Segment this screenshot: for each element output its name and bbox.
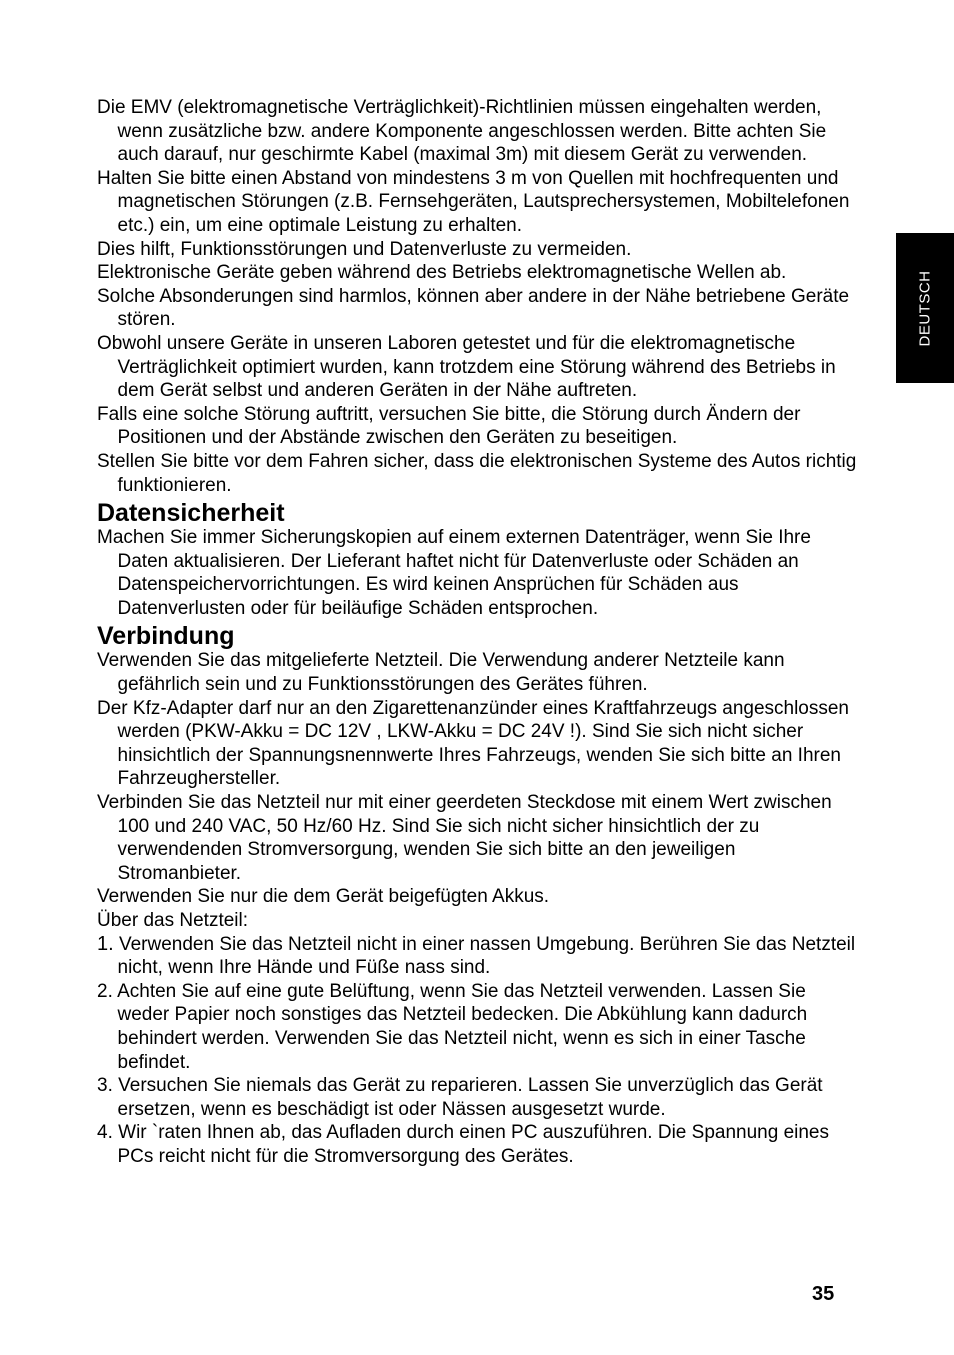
paragraph-funktionsstoerungen: Dies hilft, Funktionsstörungen und Datenverluste zu vermeiden. [97,238,632,260]
paragraph-fahren: Stellen Sie bitte vor dem Fahren sicher, dass die elektronischen Systeme des Autos richtig funktionieren. [97,450,857,496]
paragraph-steckdose: Verbinden Sie das Netzteil nur mit einer geerdeten Steckdose mit einem Wert zwischen 100 und 240 VAC, 50 Hz/60 Hz. Sind Sie sich nicht sicher hinsichtlich der zu verwendenden Stromversorgung, wenden Sie sich bitte an den jeweiligen Stromanbieter. [97,792,832,884]
language-tab-label: DEUTSCH [916,269,934,347]
page-number: 35 [812,1283,835,1305]
paragraph-sicherungskopien: Machen Sie immer Sicherungskopien auf einem externen Datenträger, wenn Sie Ihre Daten aktualisieren. Der Lieferant haftet nicht für Datenverluste oder Schäden an Datenspeichervorrichtungen. Es wird keinen Ansprüchen für Schäden aus Datenverlusten oder für beiläufige Schäden entsprochen. [97,527,811,619]
paragraph-akkus: Verwenden Sie nur die dem Gerät beigefügten Akkus. [97,886,550,908]
list-item-number: 4. [97,1122,113,1144]
list-item [97,933,857,980]
list-item-number: 3. [97,1075,113,1097]
paragraph-ueber-netzteil: Über das Netzteil: [97,910,249,931]
list-item [97,1074,857,1121]
page-content [97,96,857,1169]
list-item-text: Achten Sie auf eine gute Belüftung, wenn Sie das Netzteil verwenden. Lassen Sie weder Papier noch sonstiges das Netzteil bedecken. Die Abkühlung kann dadurch behindert werden. Verwenden Sie das Netzteil nicht, wenn es sich in einer Tasche befindet. [117,980,808,1073]
list-item-text: Verwenden Sie das Netzteil nicht in einer nassen Umgebung. Berühren Sie das Netzteil nicht, wenn Ihre Hände und Füße nass sind. [117,933,856,979]
paragraph-wellen: Elektronische Geräte geben während des Betriebs elektromagnetische Wellen ab. [97,262,787,284]
paragraph-kfz-adapter: Der Kfz-Adapter darf nur an den Zigarettenanzünder eines Kraftfahrzeugs angeschlossen werden (PKW-Akku = DC 12V , LKW-Akku = DC 24V !). Sind Sie sich nicht sicher hinsichtlich der Spannungsnennwerte Ihres Fahrzeugs, wenden Sie sich bitte an Ihren Fahrzeughersteller. [97,697,850,790]
list-item [97,1121,857,1168]
heading-verbindung: Verbindung [97,622,235,651]
paragraph-netzteil: Verwenden Sie das mitgelieferte Netzteil. Die Verwendung anderer Netzteile kann gefährlich sein und zu Funktionsstörungen des Gerätes führen. [97,650,785,696]
list-item-number: 1. [97,932,114,955]
list-item-text: Versuchen Sie niemals das Gerät zu reparieren. Lassen Sie unverzüglich das Gerät ersetzen, wenn es beschädigt ist oder Nässen ausgesetzt wurde. [117,1075,823,1120]
language-side-tab [896,233,954,383]
paragraph-emv: Die EMV (elektromagnetische Verträglichkeit)-Richtlinien müssen eingehalten werden, wenn zusätzliche bzw. andere Komponente angeschlossen werden. Bitte achten Sie auch darauf, nur geschirmte Kabel (maximal 3m) mit diesem Gerät zu verwenden. [97,97,827,166]
list-item-text: Wir `raten Ihnen ab, das Aufladen durch einen PC auszuführen. Die Spannung eines PCs reicht nicht für die Stromversorgung des Gerätes. [117,1122,829,1167]
paragraph-labore: Obwohl unsere Geräte in unseren Laboren getestet und für die elektromagnetische Verträglichkeit optimiert wurden, kann trotzdem eine Störung während des Betriebs in dem Gerät selbst und anderen Geräten in der Nähe auftreten. [97,332,836,402]
list-item-number: 2. [97,980,113,1002]
paragraph-abstand: Halten Sie bitte einen Abstand von mindestens 3 m von Quellen mit hochfrequenten und magnetischen Störungen (z.B. Fernsehgeräten, Lautsprechersystemen, Mobiltelefonen etc.) ein, um eine optimale Leistung zu erhalten. [97,167,850,236]
paragraph-stoerung: Falls eine solche Störung auftritt, versuchen Sie bitte, die Störung durch Ändern der Positionen und der Abstände zwischen den Geräten zu beseitigen. [97,403,801,449]
list-item [97,980,857,1074]
paragraph-absonderungen: Solche Absonderungen sind harmlos, können aber andere in der Nähe betriebene Geräte stören. [97,285,850,331]
heading-datensicherheit: Datensicherheit [97,499,285,528]
